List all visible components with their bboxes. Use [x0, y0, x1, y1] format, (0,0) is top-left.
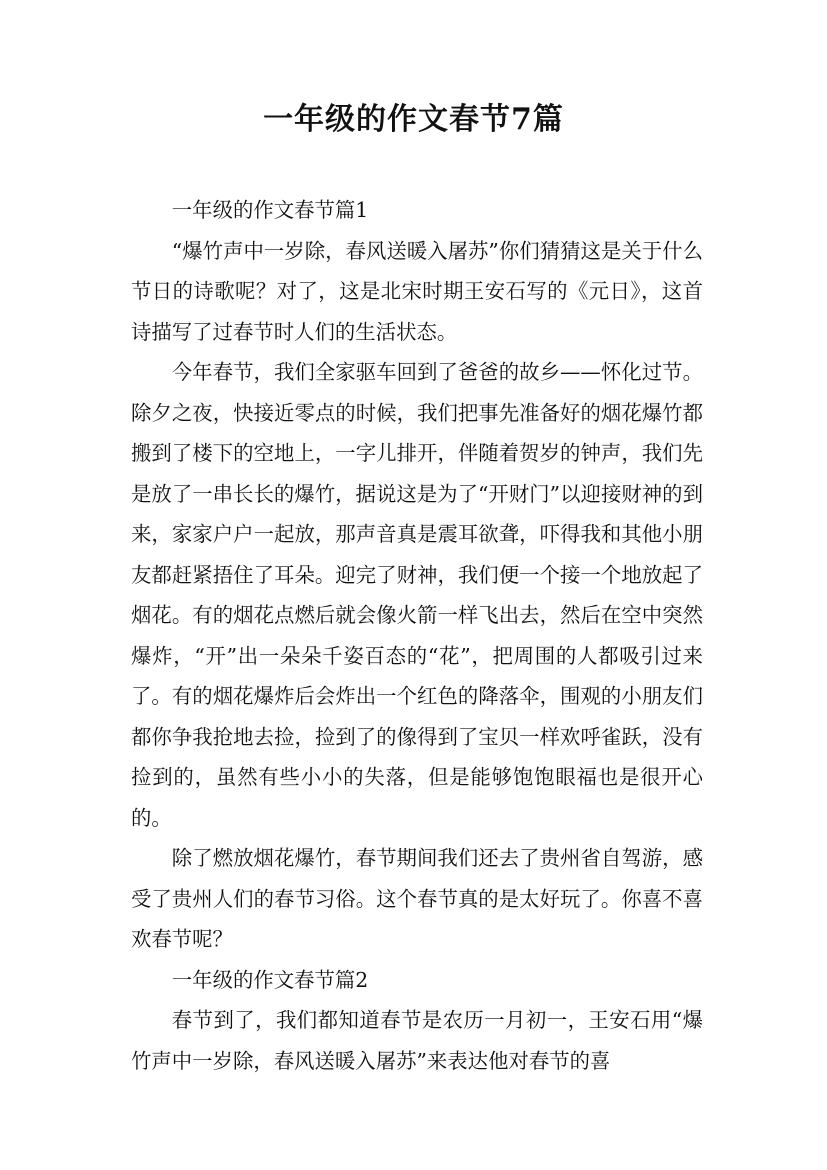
section-heading-1: 一年级的作文春节篇1	[171, 198, 369, 222]
section-heading-2: 一年级的作文春节篇2	[171, 967, 369, 992]
paragraph: 除了燃放烟花爆竹，春节期间我们还去了贵州省自驾游，感受了贵州人们的春节习俗。这个春节真的是太好玩了。你喜不喜欢春节呢？	[131, 846, 703, 951]
document-title: 一年级的作文春节7篇	[263, 102, 564, 137]
document-body	[131, 190, 703, 1081]
paragraph: 春节到了，我们都知道春节是农历一月初一，王安石用“爆竹声中一岁除，春风送暖入屠苏”来表达他对春节的喜	[131, 1008, 703, 1073]
paragraph: “爆竹声中一岁除，春风送暖入屠苏”你们猜猜这是关于什么节日的诗歌呢？对了，这是北宋时期王安石写的《元日》，这首诗描写了过春节时人们的生活状态。	[131, 238, 703, 344]
paragraph: 今年春节，我们全家驱车回到了爸爸的故乡——怀化过节。除夕之夜，快接近零点的时候，我们把事先准备好的烟花爆竹都搬到了楼下的空地上，一字儿排开，伴随着贺岁的钟声，我们先是放了一串长长的爆竹，据说这是为了“开财门”以迎接财神的到来，家家户户一起放，那声音真是震耳欲聋，吓得我和其他小朋友都赶紧捂住了耳朵。迎完了财神，我们便一个接一个地放起了烟花。有的烟花点燃后就会像火箭一样飞出去，然后在空中突然爆炸，“开”出一朵朵千姿百态的“花”，把周围的人都吸引过来了。有的烟花爆炸后会炸出一个红色的降落伞，围观的小朋友们都你争我抢地去捡，捡到了的像得到了宝贝一样欢呼雀跃，没有捡到的，虽然有些小小的失落，但是能够饱饱眼福也是很开心的。	[131, 360, 703, 830]
